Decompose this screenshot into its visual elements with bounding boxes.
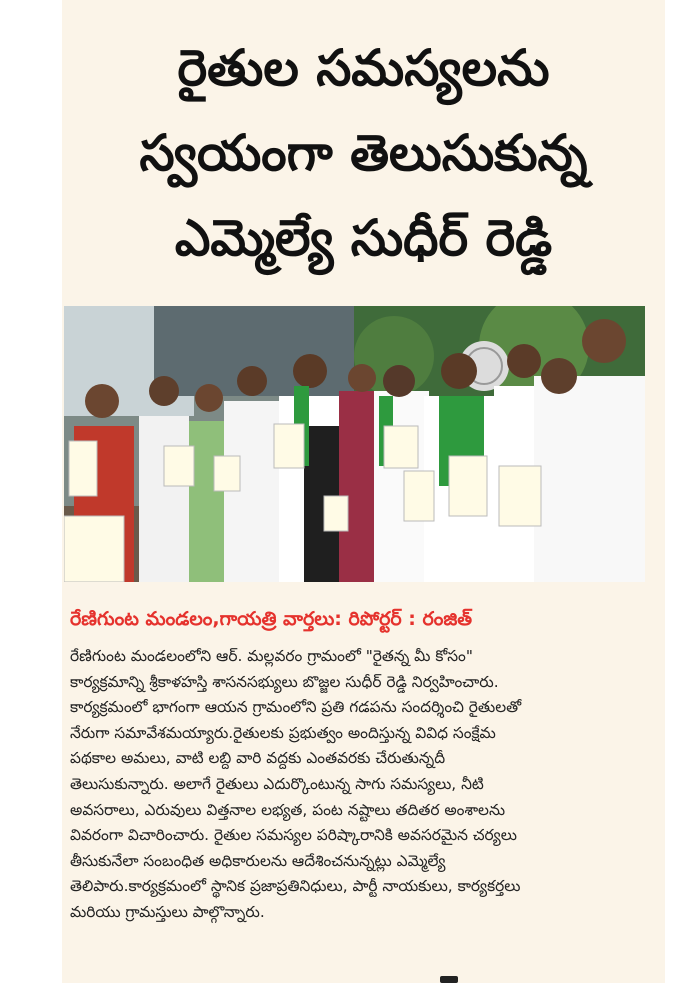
body-line: రేణిగుంట మండలంలోని ఆర్. మల్లవరం గ్రామంలో "రైతన్న మీ కోసం" [70,647,473,665]
body-line: మరియు గ్రామస్తులు పాల్గొన్నారు. [70,902,265,921]
headline-line-2: స్వయంగా తెలుసుకున్న [139,124,588,182]
headline-line-3: ఎమ్మెల్యే సుధీర్ రెడ్డి [174,209,553,267]
body-line: అవసరాలు, ఎరువులు విత్తనాల లభ్యత, పంట నష్టాలు తదితర అంశాలను [70,800,506,819]
headline [62,26,665,281]
page-edge-mark [440,976,458,983]
headline-line-1: రైతుల సమస్యలను [177,39,550,97]
body-line: కార్యక్రమంలో భాగంగా ఆయన గ్రామంలోని ప్రతి గడపను సందర్శించి రైతులతో [70,698,522,717]
body-line: వివరంగా విచారించారు. రైతుల సమస్యల పరిష్కారానికి అవసరమైన చర్యలు [70,826,517,845]
body-line: కార్యక్రమాన్ని శ్రీకాళహస్తి శాసనసభ్యులు బొజ్జల సుధీర్ రెడ్డి నిర్వహించారు. [70,672,499,691]
article-byline: రేణిగుంట మండలం,గాయత్రి వార్తలు: రిపోర్టర్ : రంజిత్ [70,608,473,630]
body-line: తీసుకునేలా సంబంధిత అధికారులను ఆదేశించనున్నట్లు ఎమ్మెల్యే [70,851,446,870]
body-line: తెలిపారు.కార్యక్రమంలో స్థానిక ప్రజాప్రతినిధులు, పార్టీ నాయకులు, కార్యకర్తలు [70,877,521,896]
article-body [70,644,652,926]
body-line: తెలుసుకున్నారు. అలాగే రైతులు ఎదుర్కొంటున్న సాగు సమస్యలు, నీటి [70,774,484,793]
group-photo [64,306,645,582]
body-line: పథకాల అమలు, వాటి లబ్ది వారి వద్దకు ఎంతవరకు చేరుతున్నదీ [70,749,446,768]
body-line: నేరుగా సమావేశమయ్యారు.రైతులకు ప్రభుత్వం అందిస్తున్న వివిధ సంక్షేమ [70,723,496,742]
group-photo-illustration [64,306,645,582]
